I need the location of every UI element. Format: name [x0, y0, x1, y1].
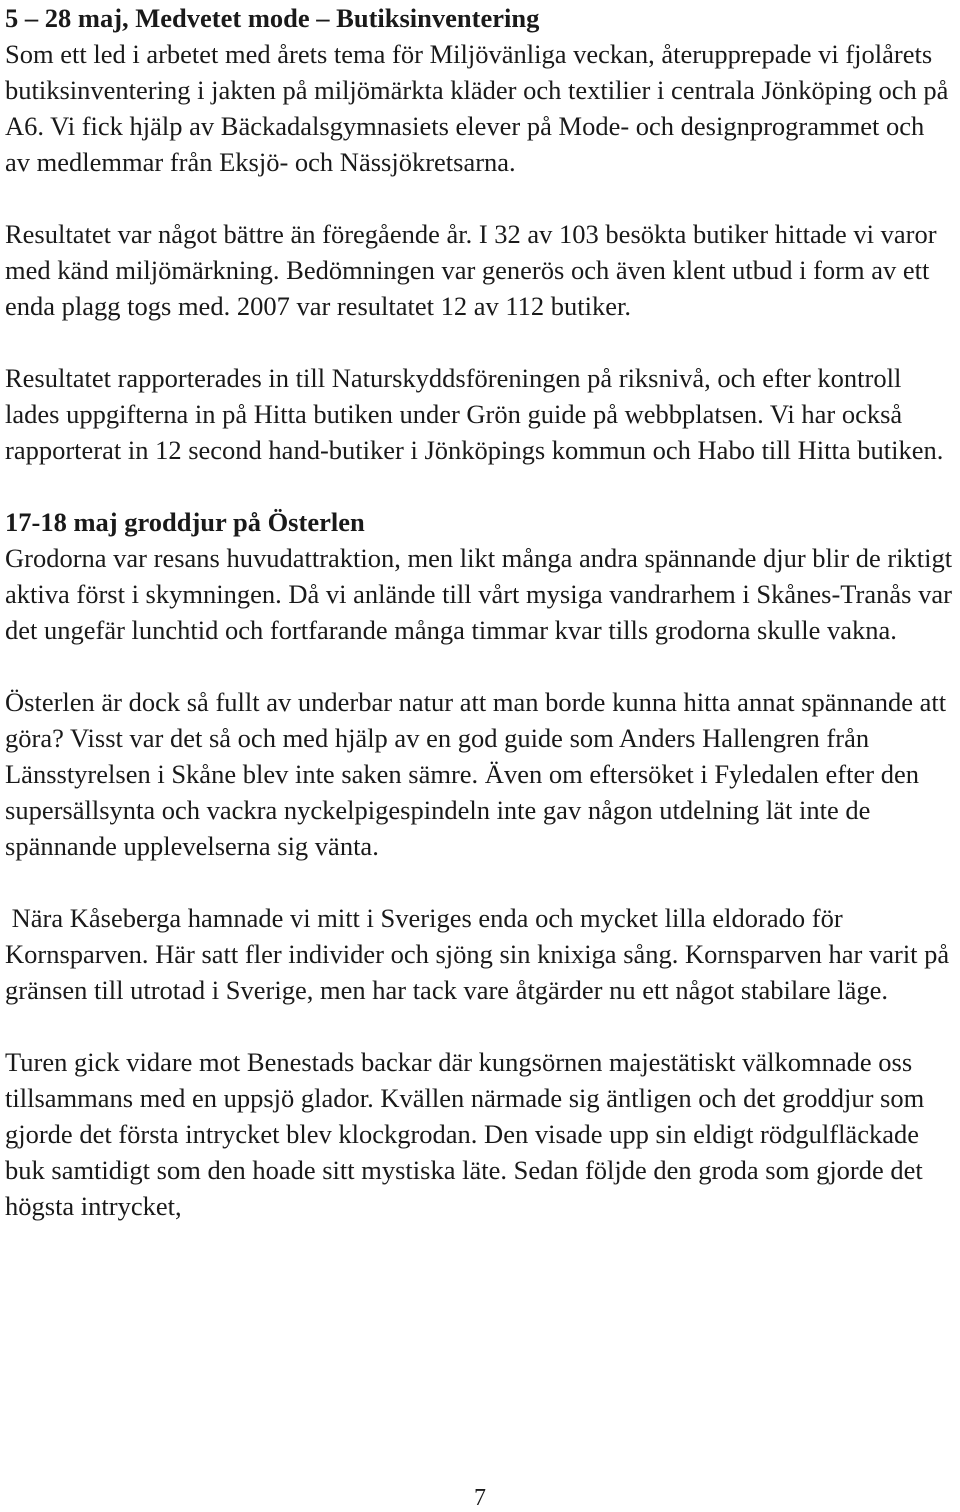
- document-page: [5, 0, 955, 1224]
- paragraph: Turen gick vidare mot Benestads backar där kungsörnen majestätiskt välkomnade oss tillsammans med en uppsjö glador. Kvällen närmade sig äntligen och det groddjur som gjorde det första intrycket blev klockgrodan. Den visade upp sin eldigt rödgulfläckade buk samtidigt som den hoade sitt mystiska läte. Sedan följde den groda som gjorde det högsta intrycket,: [5, 1047, 925, 1221]
- page-number: 7: [474, 1485, 486, 1511]
- section-heading: 5 – 28 maj, Medvetet mode – Butiksinventering: [5, 3, 540, 33]
- section-groddjur: [5, 504, 955, 1224]
- paragraph: Österlen är dock så fullt av underbar natur att man borde kunna hitta annat spännande att göra? Visst var det så och med hjälp av en god guide som Anders Hallengren från Länsstyrelsen i Skåne blev inte saken sämre. Även om eftersöket i Fyledalen efter den supersällsynta och vackra nyckelpigespindeln inte gav någon utdelning lät inte de spännande upplevelserna sig vänta.: [5, 687, 947, 861]
- paragraph: Resultatet rapporterades in till Naturskyddsföreningen på riksnivå, och efter kontroll lades uppgifterna in på Hitta butiken under Grön guide på webbplatsen. Vi har också rapporterat in 12 second hand-butiker i Jönköpings kommun och Habo till Hitta butiken.: [5, 363, 944, 465]
- paragraph: Grodorna var resans huvudattraktion, men likt många andra spännande djur blir de riktigt aktiva först i skymningen. Då vi anlände till vårt mysiga vandrarhem i Skånes-Tranås var det ungefär lunchtid och fortfarande många timmar kvar tills grodorna skulle vakna.: [5, 543, 953, 645]
- section-butiksinventering: [5, 0, 955, 468]
- paragraph: Nära Kåseberga hamnade vi mitt i Sveriges enda och mycket lilla eldorado för Kornsparven. Här satt fler individer och sjöng sin knixiga sång. Kornsparven har varit på gränsen till utrotad i Sverige, men har tack vare åtgärder nu ett något stabilare läge.: [5, 903, 956, 1005]
- section-heading: 17-18 maj groddjur på Österlen: [5, 507, 365, 537]
- paragraph: Resultatet var något bättre än föregående år. I 32 av 103 besökta butiker hittade vi varor med känd miljömärkning. Bedömningen var generös och även klent utbud i form av ett enda plagg togs med. 2007 var resultatet 12 av 112 butiker.: [5, 219, 937, 321]
- paragraph: Som ett led i arbetet med årets tema för Miljövänliga veckan, återupprepade vi fjolårets butiksinventering i jakten på miljömärkta kläder och textilier i centrala Jönköping och på A6. Vi fick hjälp av Bäckadalsgymnasiets elever på Mode- och designprogrammet och av medlemmar från Eksjö- och Nässjökretsarna.: [5, 39, 949, 177]
